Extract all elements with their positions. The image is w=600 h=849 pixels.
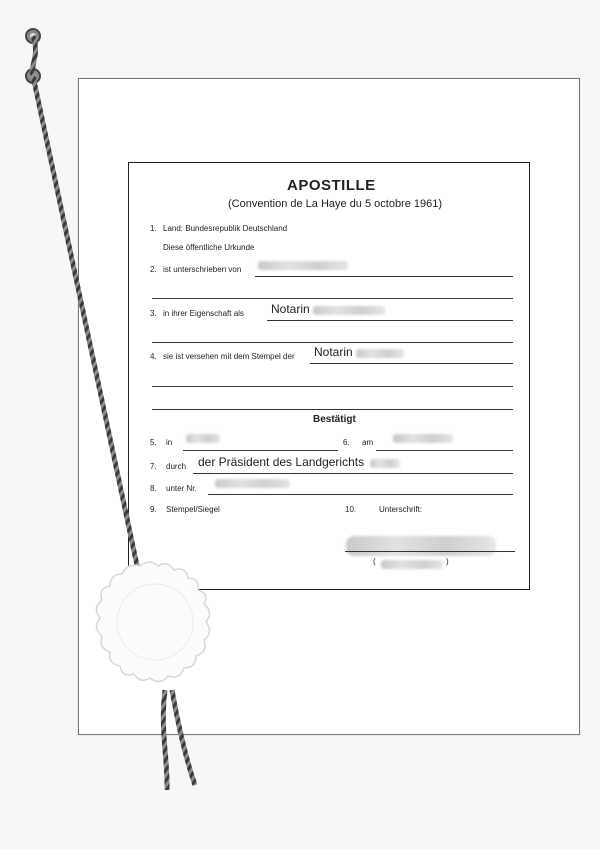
item1-label: Land: Bundesrepublik Deutschland (163, 224, 288, 233)
item6-label: am (362, 438, 374, 447)
item2-number: 2. (150, 265, 157, 274)
item4-number: 4. (150, 352, 157, 361)
apostille-subtitle: (Convention de La Haye du 5 octobre 1961) (228, 198, 443, 210)
item3-value: Notarin (271, 302, 310, 316)
item5-number: 5. (150, 438, 157, 447)
item8-number: 8. (150, 484, 157, 493)
item1-number: 1. (150, 224, 157, 233)
item9-label: Stempel/Siegel (166, 505, 220, 514)
item10-label: Unterschrift: (379, 505, 423, 514)
item3-number: 3. (150, 309, 157, 318)
item1-sublabel: Diese öffentliche Urkunde (163, 243, 255, 252)
item9-number: 9. (150, 505, 157, 514)
item7-label: durch (166, 462, 187, 471)
seal-icon (96, 562, 209, 682)
item3-label: in ihrer Eigenschaft als (163, 309, 244, 318)
item2-label: ist unterschrieben von (163, 265, 242, 274)
signer-paren-close: ) (446, 557, 449, 566)
item10-number: 10. (345, 505, 357, 514)
item7-value: der Präsident des Landgerichts (198, 455, 365, 469)
confirmed-heading: Bestätigt (313, 414, 356, 425)
item8-label: unter Nr. (166, 484, 197, 493)
item6-number: 6. (343, 438, 350, 447)
apostille-title: APOSTILLE (287, 177, 376, 194)
item5-label: in (166, 438, 173, 447)
item4-value: Notarin (314, 345, 353, 359)
item4-label: sie ist versehen mit dem Stempel der (163, 352, 295, 361)
item7-number: 7. (150, 462, 157, 471)
signer-paren-open: ( (373, 557, 376, 566)
